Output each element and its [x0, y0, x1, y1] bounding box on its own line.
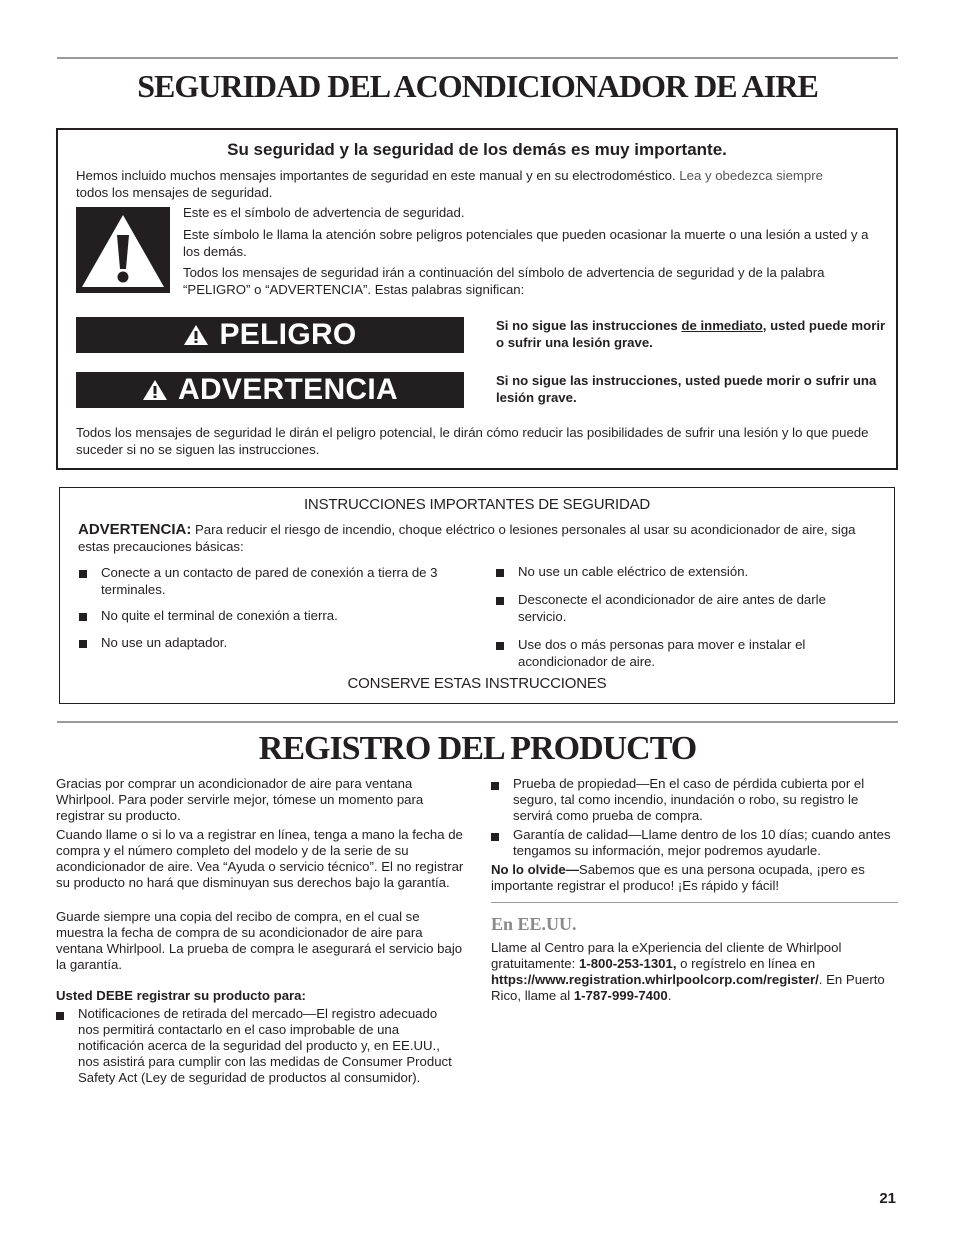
safety-box [56, 128, 898, 470]
us-heading: En EE.UU. [491, 914, 577, 934]
us-contact-info [491, 940, 896, 1004]
registration-bullet-ownership: Prueba de propiedad—En el caso de pérdida cubierta por el seguro, tal como incendio, inundación o robo, su registro le servirá como prueba de compra. [491, 776, 899, 824]
pr-phone-number: 1-787-999-7400 [573, 988, 668, 1003]
us-contact-text-4: . [667, 988, 672, 1003]
instruction-right-2: Desconecte el acondicionador de aire antes de darle servicio. [496, 591, 858, 625]
page-number: 21 [879, 1190, 896, 1207]
instruction-left-1: Conecte a un contacto de pared de conexión a tierra de 3 terminales. [79, 564, 481, 598]
us-contact-text-1: Llame al Centro para la eXperiencia del cliente de Whirlpool gratuitamente: [491, 940, 842, 971]
peligro-warning-icon [183, 324, 209, 346]
no-olvide-text: Sabemos que es una persona ocupada, ¡pero es importante registrar el produco! ¡Es rápido y fácil! [491, 862, 865, 893]
peligro-banner [76, 317, 464, 353]
peligro-meaning-b: , usted puede morir o sufrir una lesión grave. [496, 318, 886, 350]
safety-title: SEGURIDAD DEL ACONDICIONADOR DE AIRE [137, 68, 818, 104]
instructions-warning [78, 521, 883, 555]
no-olvide-label: No lo olvide— [491, 862, 579, 877]
peligro-meaning-underlined: de inmediato [681, 318, 763, 333]
safety-footer: Todos los mensajes de seguridad le dirán el peligro potencial, le dirán cómo reducir las posibilidades de sufrir una lesión y lo que puede suceder si no se siguen las instrucciones. [76, 425, 869, 457]
instructions-warning-text: Para reducir el riesgo de incendio, choque eléctrico o lesiones personales al usar su acondicionador de aire, siga estas precauciones básicas: [78, 522, 856, 554]
symbol-text-1: Este es el símbolo de advertencia de seguridad. [183, 205, 465, 220]
registration-paragraph-1: Gracias por comprar un acondicionador de aire para ventana Whirlpool. Para poder servirle mejor, tómese un momento para registrar su producto. [56, 776, 424, 823]
safety-intro-highlight: Lea y obedezca siempre [679, 168, 823, 183]
advertencia-banner [76, 372, 464, 408]
middle-rule [57, 721, 898, 723]
us-phone-number: 1-800-253-1301, [578, 956, 677, 971]
us-contact-text-3: . En Puerto Rico, llame al [491, 972, 885, 1003]
advertencia-meaning: Si no sigue las instrucciones, usted puede morir o sufrir una lesión grave. [496, 373, 877, 405]
registration-paragraph-3: Guarde siempre una copia del recibo de compra, en el cual se muestra la fecha de compra de su acondicionador de aire para ventana Whirlpool. La prueba de compra le asegurará el servicio bajo la garantía. [56, 909, 463, 972]
registration-url[interactable]: https://www.registration.whirlpoolcorp.com/register/ [491, 972, 819, 987]
symbol-text-3: Todos los mensajes de seguridad irán a continuación del símbolo de advertencia de seguridad y de la palabra “PELIGRO” o “ADVERTENCIA”. Estas palabras significan: [183, 265, 825, 297]
registration-bullet-warranty: Garantía de calidad—Llame dentro de los 10 días; cuando antes tengamos su información, mejor podremos ayudarle. [491, 827, 899, 859]
symbol-text-2: Este símbolo le llama la atención sobre peligros potenciales que pueden ocasionar la muerte o una lesión a usted y a los demás. [183, 227, 869, 259]
instruction-left-3: No use un adaptador. [79, 634, 481, 651]
peligro-meaning-a: Si no sigue las instrucciones [496, 318, 682, 333]
instructions-heading: INSTRUCCIONES IMPORTANTES DE SEGURIDAD [303, 496, 651, 513]
safety-intro-text: Hemos incluido muchos mensajes importantes de seguridad en este manual y en su electrodoméstico. [76, 168, 680, 183]
us-section-rule [491, 902, 898, 903]
us-contact-text-2: o regístrelo en línea en [676, 956, 816, 971]
instructions-warning-label: ADVERTENCIA: [78, 521, 192, 538]
must-register-heading: Usted DEBE registrar su producto para: [56, 988, 306, 1003]
no-olvide-note [491, 862, 896, 894]
safety-intro-text-2: todos los mensajes de seguridad. [76, 185, 273, 200]
instruction-right-1: No use un cable eléctrico de extensión. [496, 563, 858, 580]
advertencia-warning-icon [142, 379, 168, 401]
instructions-footer: CONSERVE ESTAS INSTRUCCIONES [347, 675, 607, 692]
registration-paragraph-2: Cuando llame o si lo va a registrar en línea, tenga a mano la fecha de compra y el número completo del modelo y de la serie de su acondicionador de aire. Vea “Ayuda o servicio técnico”. El no registrar su producto no hará que disminuyan sus derechos bajo la garantía. [56, 827, 464, 890]
instruction-right-3: Use dos o más personas para mover e instalar el acondicionador de aire. [496, 636, 858, 670]
safety-box-heading: Su seguridad y la seguridad de los demás es muy importante. [227, 140, 727, 159]
peligro-label: PELIGRO [219, 318, 357, 351]
top-rule [57, 57, 898, 59]
registration-bullet-recall: Notificaciones de retirada del mercado—El registro adecuado nos permitirá contactarlo en el caso improbable de una notificación acerca de la seguridad del producto y, en EE.UU., nos asistirá para cumplir con las medidas de Consumer Product Safety Act (Ley de seguridad de productos al consumidor). [56, 1006, 462, 1086]
instruction-left-2: No quite el terminal de conexión a tierra. [79, 607, 481, 624]
peligro-meaning [496, 317, 886, 351]
safety-alert-icon [76, 207, 170, 293]
instructions-box [59, 487, 895, 704]
registration-title: REGISTRO DEL PRODUCTO [258, 730, 697, 767]
advertencia-label: ADVERTENCIA [178, 373, 398, 406]
safety-intro [76, 167, 886, 201]
